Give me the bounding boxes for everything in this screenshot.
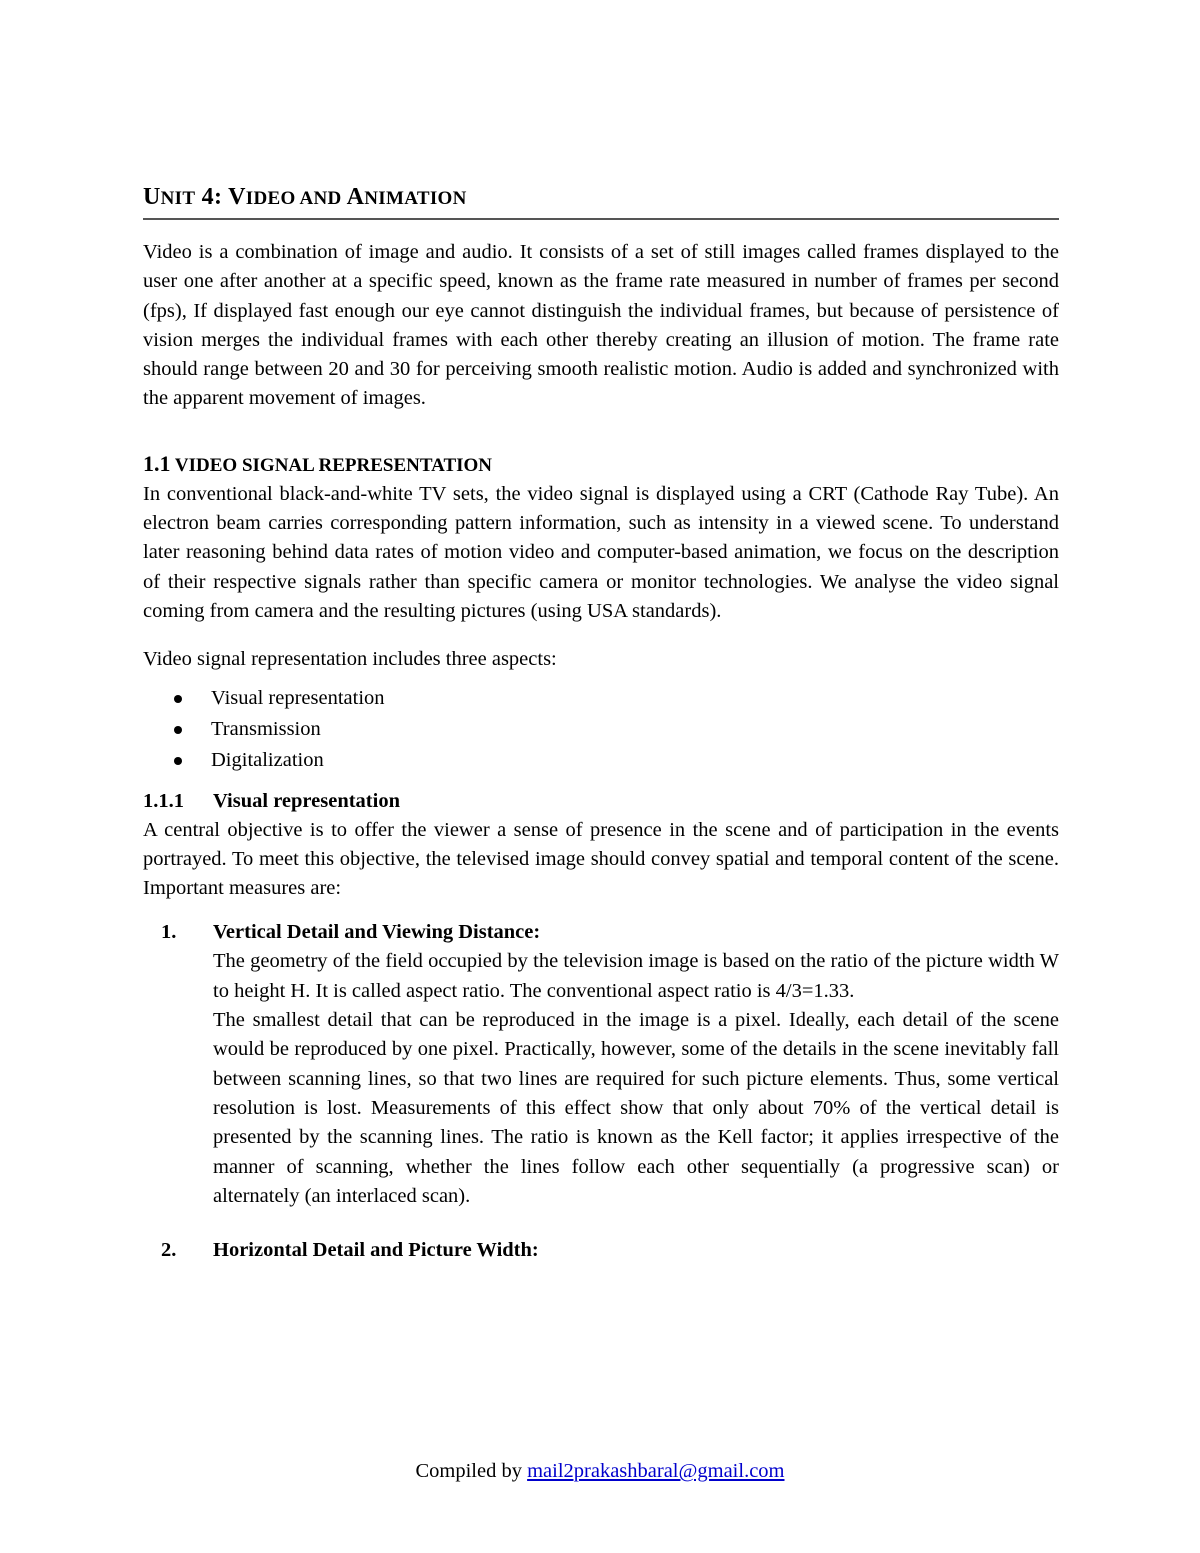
section-1-1-number: 1.1: [143, 450, 171, 476]
list-item-label: Visual representation: [211, 686, 385, 709]
unit-title-part-ideo-and: IDEO AND: [245, 188, 347, 209]
footer-prefix: Compiled by: [415, 1460, 528, 1482]
page-footer: [0, 1456, 1200, 1486]
unit-title-number: 4:: [195, 184, 229, 210]
section-1-1-1-number: 1.1.1: [143, 789, 184, 812]
numbered-item-1-title: Vertical Detail and Viewing Distance:: [213, 921, 541, 944]
numbered-item-1: [143, 917, 1059, 1211]
list-item: [143, 745, 1059, 776]
unit-title-initial-a: A: [346, 184, 365, 210]
list-item-label: Transmission: [211, 717, 321, 740]
unit-title-initial-u: U: [143, 184, 161, 210]
numbered-item-2: [143, 1235, 1059, 1265]
unit-title: [143, 180, 1059, 220]
numbered-item-1-paragraph-2: The smallest detail that can be reproduced in the image is a pixel. Ideally, each detail of the scene would be reproduced by one pixel. Practically, however, some of the details in the scene inevitably fall between scanning lines, so that two lines are required for such picture elements. Thus, some vertical resolution is lost. Measurements of this effect show that only about 70% of the vertical detail is presented by the scanning lines. The ratio is known as the Kell factor; it applies irrespective of the manner of scanning, whether the lines follow each other sequentially (a progressive scan) or alternately (an interlaced scan).: [213, 1009, 1059, 1207]
section-1-1-1-title: Visual representation: [213, 789, 400, 812]
intro-paragraph: Video is a combination of image and audio. It consists of a set of still images called frames displayed to the user one after another at a specific speed, known as the frame rate measured in number of frames per second (fps), If displayed fast enough our eye cannot distinguish the individual frames, but because of persistence of vision merges the individual frames with each other thereby creating an illusion of motion. The frame rate should range between 20 and 30 for perceiving smooth realistic motion. Audio is added and synchronized with the apparent movement of images.: [143, 241, 1059, 410]
unit-title-initial-v: V: [228, 184, 246, 210]
list-item: [143, 683, 1059, 714]
unit-title-part-nimation: NIMATION: [364, 188, 467, 209]
bullet-icon: [174, 695, 182, 703]
list-item-label: Digitalization: [211, 748, 324, 771]
list-item: [143, 714, 1059, 745]
section-1-1-paragraph: In conventional black-and-white TV sets, the video signal is displayed using a CRT (Cathode Ray Tube). An electron beam carries corresponding pattern information, such as intensity in a viewed scene. To understand later reasoning behind data rates of motion video and computer-based animation, we focus on the description of their respective signals rather than specific camera or monitor technologies. We analyse the video signal coming from camera and the resulting pictures (using USA standards).: [143, 482, 1059, 622]
section-1-1-1-paragraph: A central objective is to offer the viewer a sense of presence in the scene and of participation in the events portrayed. To meet this objective, the televised image should convey spatial and temporal content of the scene. Important measures are:: [143, 818, 1059, 900]
numbered-item-2-title: Horizontal Detail and Picture Width:: [213, 1239, 539, 1262]
bullet-icon: [174, 757, 182, 765]
document-page: [143, 180, 1059, 1265]
aspects-intro: Video signal representation includes three aspects:: [143, 648, 557, 671]
numbered-item-1-paragraph-1: The geometry of the field occupied by the television image is based on the ratio of the picture width W to height H. It is called aspect ratio. The conventional aspect ratio is 4/3=1.33.: [213, 950, 1059, 1002]
numbered-item-2-number: 2.: [161, 1239, 177, 1262]
aspects-list: [143, 683, 1059, 776]
unit-title-part-nit: NIT: [160, 188, 196, 209]
footer-email-link[interactable]: mail2prakashbaral@gmail.com: [527, 1460, 785, 1482]
section-1-1-title: VIDEO SIGNAL REPRESENTATION: [174, 454, 493, 476]
section-1-1-1-heading: [143, 786, 1059, 816]
numbered-item-1-number: 1.: [161, 921, 177, 944]
section-1-1-heading: [143, 449, 1059, 480]
bullet-icon: [174, 726, 182, 734]
